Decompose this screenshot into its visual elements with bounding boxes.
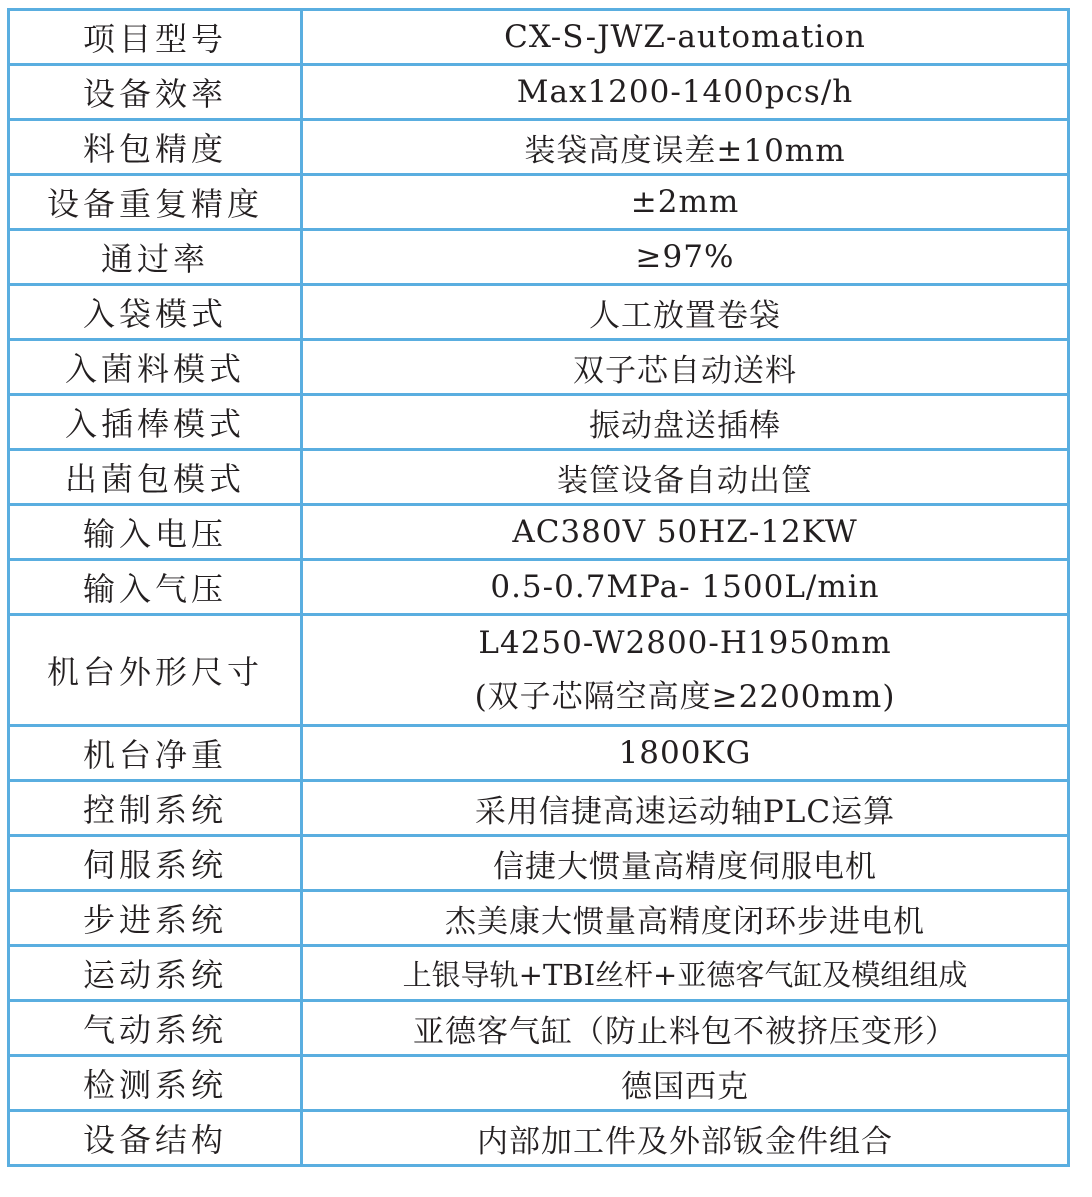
row-label: 机台净重 xyxy=(9,726,302,781)
row-label: 机台外形尺寸 xyxy=(9,615,302,726)
table-row xyxy=(9,120,1069,175)
row-value: ±2mm xyxy=(302,175,1069,230)
row-label: 运动系统 xyxy=(9,946,302,1001)
row-label: 项目型号 xyxy=(9,10,302,65)
row-label: 料包精度 xyxy=(9,120,302,175)
row-value: 采用信捷高速运动轴PLC运算 xyxy=(302,781,1069,836)
table-row xyxy=(9,836,1069,891)
row-value: 振动盘送插棒 xyxy=(302,395,1069,450)
row-value: CX-S-JWZ-automation xyxy=(302,10,1069,65)
spec-table xyxy=(7,8,1070,1167)
row-label: 气动系统 xyxy=(9,1001,302,1056)
row-value: 装筐设备自动出筐 xyxy=(302,450,1069,505)
table-row xyxy=(9,450,1069,505)
row-label: 入菌料模式 xyxy=(9,340,302,395)
table-row xyxy=(9,230,1069,285)
row-value: AC380V 50HZ-12KW xyxy=(302,505,1069,560)
row-label: 伺服系统 xyxy=(9,836,302,891)
table-row xyxy=(9,285,1069,340)
row-value: 上银导轨+TBI丝杆+亚德客气缸及模组组成 xyxy=(302,946,1069,1001)
row-value: 装袋高度误差±10mm xyxy=(302,120,1069,175)
row-label: 输入电压 xyxy=(9,505,302,560)
row-label: 设备结构 xyxy=(9,1111,302,1166)
row-value xyxy=(302,615,1069,726)
table-row xyxy=(9,505,1069,560)
row-value: 亚德客气缸（防止料包不被挤压变形） xyxy=(302,1001,1069,1056)
table-row xyxy=(9,1001,1069,1056)
row-value: 1800KG xyxy=(302,726,1069,781)
table-row xyxy=(9,1111,1069,1166)
table-row xyxy=(9,175,1069,230)
row-value: ≥97% xyxy=(302,230,1069,285)
row-label: 入袋模式 xyxy=(9,285,302,340)
row-label: 检测系统 xyxy=(9,1056,302,1111)
row-label: 控制系统 xyxy=(9,781,302,836)
row-label: 通过率 xyxy=(9,230,302,285)
row-value: 内部加工件及外部钣金件组合 xyxy=(302,1111,1069,1166)
row-value: 人工放置卷袋 xyxy=(302,285,1069,340)
table-row xyxy=(9,891,1069,946)
table-row xyxy=(9,615,1069,726)
table-row xyxy=(9,946,1069,1001)
row-value: 信捷大惯量高精度伺服电机 xyxy=(302,836,1069,891)
table-row xyxy=(9,65,1069,120)
row-value: 德国西克 xyxy=(302,1056,1069,1111)
row-value: Max1200-1400pcs/h xyxy=(302,65,1069,120)
row-label: 设备重复精度 xyxy=(9,175,302,230)
table-row xyxy=(9,1056,1069,1111)
row-value-line-1: L4250-W2800-H1950mm xyxy=(478,625,892,661)
table-row xyxy=(9,10,1069,65)
row-value: 双子芯自动送料 xyxy=(302,340,1069,395)
table-row xyxy=(9,726,1069,781)
row-label: 步进系统 xyxy=(9,891,302,946)
table-row xyxy=(9,781,1069,836)
table-row xyxy=(9,395,1069,450)
row-value-line-2: (双子芯隔空高度≥2200mm) xyxy=(474,679,896,715)
table-row xyxy=(9,340,1069,395)
row-label: 设备效率 xyxy=(9,65,302,120)
row-value: 杰美康大惯量高精度闭环步进电机 xyxy=(302,891,1069,946)
row-label: 出菌包模式 xyxy=(9,450,302,505)
row-label: 输入气压 xyxy=(9,560,302,615)
table-row xyxy=(9,560,1069,615)
row-label: 入插棒模式 xyxy=(9,395,302,450)
row-value: 0.5-0.7MPa- 1500L/min xyxy=(302,560,1069,615)
